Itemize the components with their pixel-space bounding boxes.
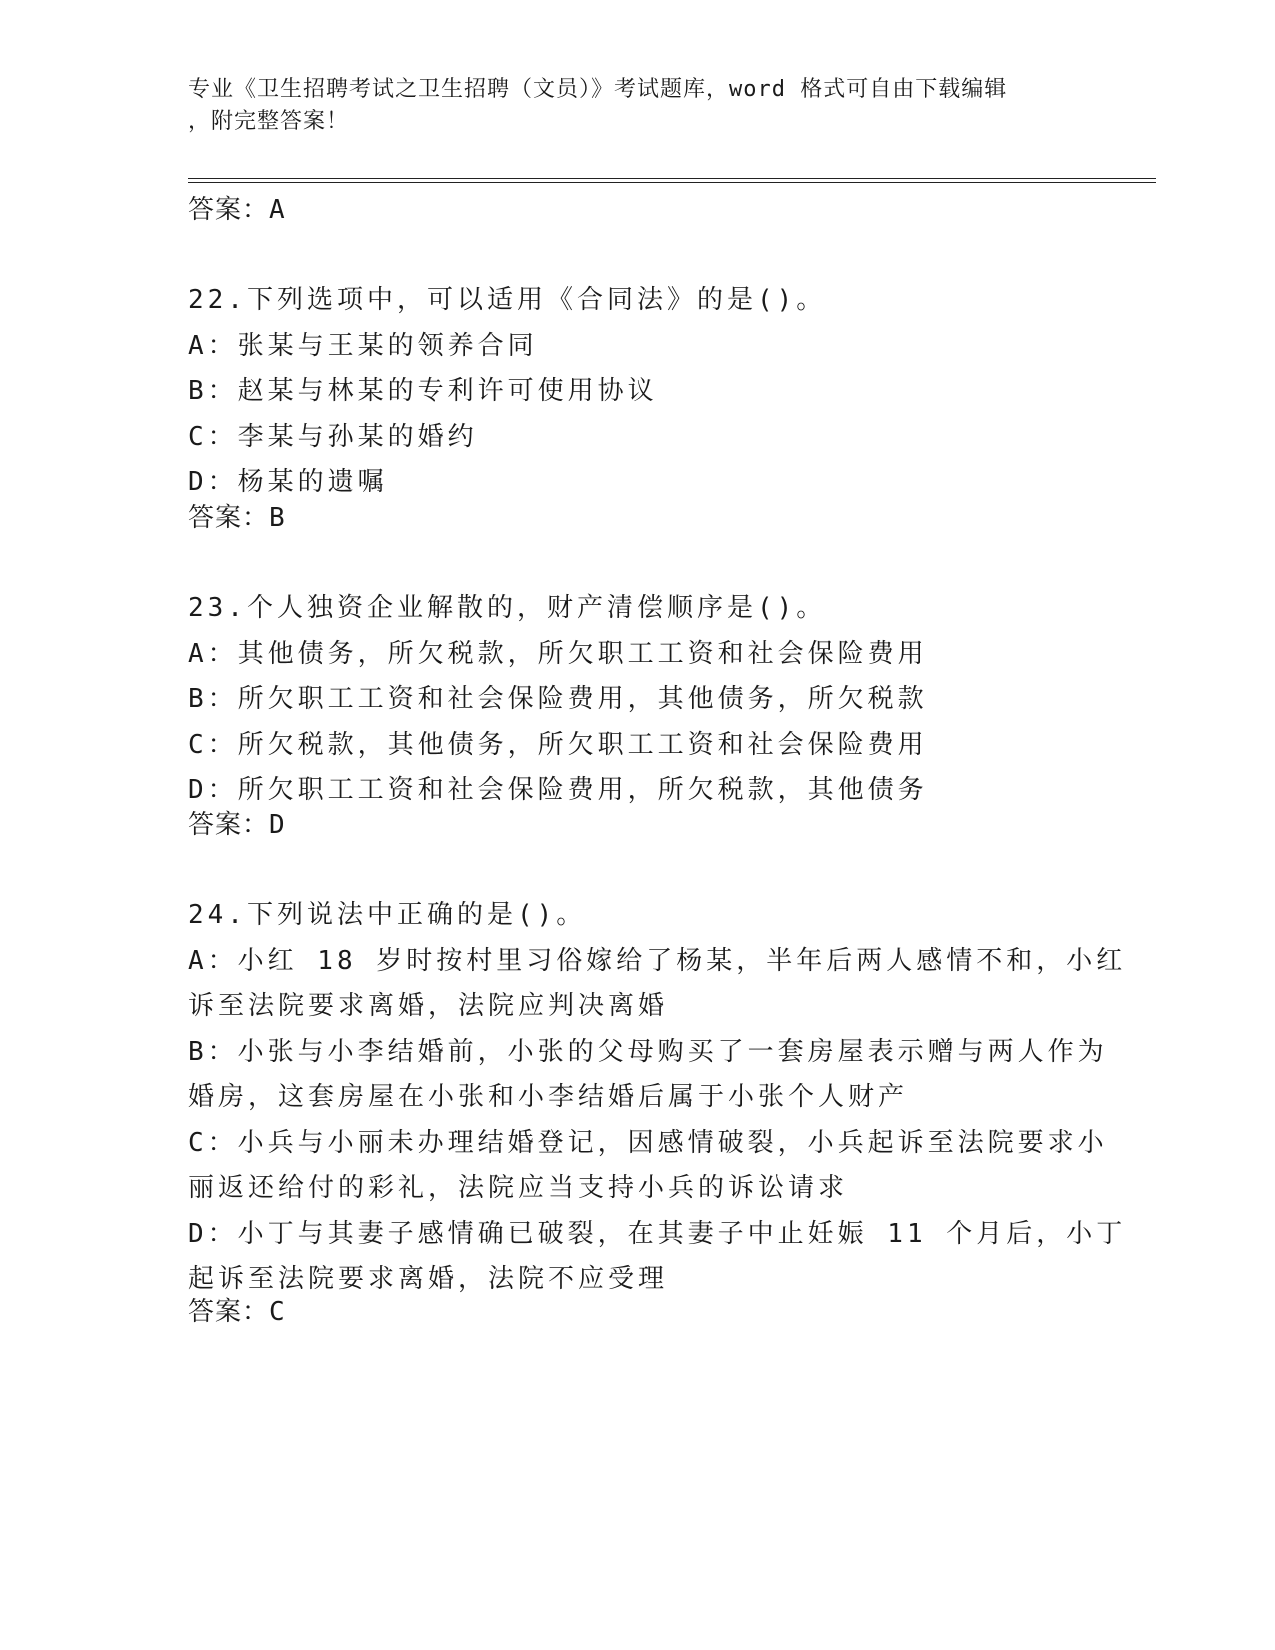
question-22 xyxy=(188,278,1088,506)
header-line-1: 专业《卫生招聘考试之卫生招聘（文员）》考试题库，word 格式可自由下载编辑 xyxy=(188,77,1008,102)
header-divider-bottom xyxy=(188,182,1156,183)
option-d-line-1: D：小丁与其妻子感情确已破裂，在其妻子中止妊娠 11 个月后，小丁 xyxy=(188,1218,1127,1249)
answer-23: 答案：D xyxy=(188,810,286,840)
option-d: D：所欠职工工资和社会保险费用，所欠税款，其他债务 xyxy=(188,775,928,805)
option-a: A：张某与王某的领养合同 xyxy=(188,330,538,361)
question-stem: 23.个人独资企业解散的，财产清偿顺序是()。 xyxy=(188,593,827,623)
option-c-line-1: C：小兵与小丽未办理结婚登记，因感情破裂，小兵起诉至法院要求小 xyxy=(188,1127,1108,1158)
option-a-line-1: A：小红 18 岁时按村里习俗嫁给了杨某，半年后两人感情不和，小红 xyxy=(188,945,1127,976)
header-line-2: ，附完整答案！ xyxy=(188,109,350,134)
option-c: C：李某与孙某的婚约 xyxy=(188,421,478,452)
option-a-line-2: 诉至法院要求离婚，法院应判决离婚 xyxy=(188,991,669,1021)
option-b: B：所欠职工工资和社会保险费用，其他债务，所欠税款 xyxy=(188,684,928,714)
question-stem: 22.下列选项中，可以适用《合同法》的是()。 xyxy=(188,285,827,315)
option-d-line-2: 起诉至法院要求离婚，法院不应受理 xyxy=(188,1264,669,1294)
option-b-line-1: B：小张与小李结婚前，小张的父母购买了一套房屋表示赠与两人作为 xyxy=(188,1036,1108,1067)
option-b-line-2: 婚房，这套房屋在小张和小李结婚后属于小张个人财产 xyxy=(188,1082,909,1112)
header-divider-top xyxy=(188,178,1156,179)
question-stem: 24.下列说法中正确的是()。 xyxy=(188,900,587,930)
answer-22: 答案：B xyxy=(188,503,286,533)
option-b: B：赵某与林某的专利许可使用协议 xyxy=(188,376,658,406)
document-header xyxy=(188,74,1068,138)
question-24 xyxy=(188,893,1127,1303)
answer-24: 答案：C xyxy=(188,1297,286,1327)
question-23 xyxy=(188,586,1088,814)
answer-prev-question: 答案：A xyxy=(188,195,286,225)
option-d: D：杨某的遗嘱 xyxy=(188,467,388,497)
option-c: C：所欠税款，其他债务，所欠职工工资和社会保险费用 xyxy=(188,729,928,760)
option-c-line-2: 丽返还给付的彩礼，法院应当支持小兵的诉讼请求 xyxy=(188,1173,849,1203)
option-a: A：其他债务，所欠税款，所欠职工工资和社会保险费用 xyxy=(188,638,928,669)
